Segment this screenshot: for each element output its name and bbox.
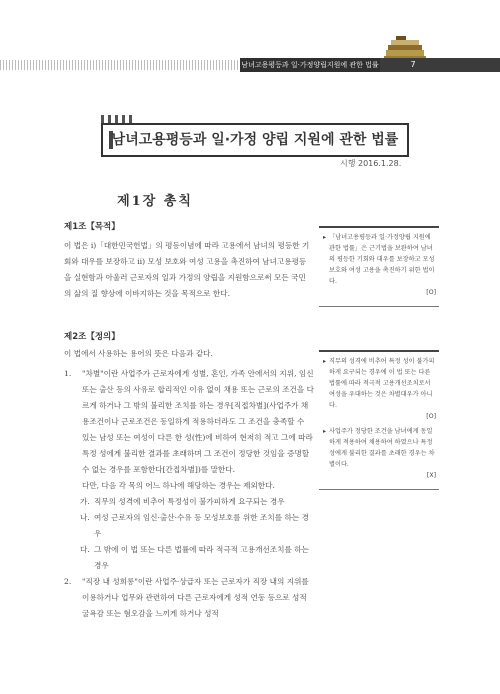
- subitem-key: 다.: [80, 545, 90, 554]
- title-box: [101, 123, 409, 157]
- subitem-key: 나.: [80, 513, 90, 522]
- item-note: 다만, 다음 각 목의 어느 하나에 해당하는 경우는 제외한다.: [82, 481, 275, 490]
- enforcement-date: 시행 2016.1.28.: [340, 159, 402, 168]
- answer-tag: [X]: [426, 472, 436, 479]
- running-title: 남녀고용평등과 일·가정양립지원에 관한 법률: [240, 58, 380, 72]
- sidebar-text: 사업주가 정당한 조건을 남녀에게 동일하게 적용하여 채용하여 하였으나 특정 성에게 불리한 결과를 초래한 경우는 차별이다.: [329, 428, 435, 468]
- header-stripes: [0, 60, 240, 70]
- sidebar-text: 「남녀고용평등과 일·가정양립 지원에 관한 법률」은 근기법을 보완하여 남녀의 평등한 기회와 대우를 보장하고 모성보호와 여성 고용을 촉진하기 위한 법이다.: [329, 234, 435, 285]
- running-header: [0, 58, 500, 72]
- title-dots: [101, 110, 141, 120]
- answer-tag: [O]: [426, 413, 436, 420]
- definitions-list: [64, 366, 314, 622]
- article1-text: 이 법은 ⅰ)「대한민국헌법」의 평등이념에 따라 고용에서 남녀의 평등한 기회와 대우를 보장하고 ⅱ) 모성 보호와 여성 고용을 촉진하여 남녀고용평등을 실현함과 아울러 근로자의 일과 가정의 양립을 지원함으로써 모든 국민의 삶의 질 향상에 이바지하는 것을 목적으로 한다.: [64, 241, 310, 298]
- definition-item-1: [64, 366, 314, 478]
- chapter-heading: 제1장 총칙: [117, 194, 193, 209]
- article2-heading: 제2조【정의】: [64, 332, 120, 342]
- subitem-da: [64, 542, 314, 574]
- answer-tag: [O]: [426, 289, 436, 296]
- sidebar-paragraph: [323, 426, 436, 481]
- arrow-icon: ▸: [323, 358, 327, 365]
- sidebar-text: 직무의 성격에 비추어 특정 성이 불가피하게 요구되는 경우에 이 법 또는 다른 법률에 따라 적극적 고용개선조치로서 여성을 우대하는 것은 차별대우가 아니다.: [329, 358, 435, 409]
- sidebar-note-1: [319, 226, 439, 307]
- definition-item-2: [64, 574, 314, 622]
- subitem-key: 가.: [80, 497, 90, 506]
- law-title: 남녀고용평등과 일·가정 양립 지원에 관한 법률: [111, 132, 399, 148]
- article1-heading: 제1조【목적】: [64, 222, 120, 232]
- subitem-na: [64, 510, 314, 542]
- sidebar-paragraph: [323, 356, 436, 422]
- arrow-icon: ▸: [323, 428, 327, 435]
- sidebar-note-2: [319, 350, 439, 490]
- page-number: 7: [410, 60, 416, 69]
- subitem-text: 직무의 성격에 비추어 특정성이 불가피하게 요구되는 경우: [94, 497, 285, 506]
- header-right-bar: [380, 58, 500, 72]
- item-text: "직장 내 성희롱"이란 사업주·상급자 또는 근로자가 직장 내의 지위를 이용하거나 업무와 관련하여 다른 근로자에게 성적 언동 등으로 성적 굴욕감 또는 혐오감을 느끼게 하거나 성적: [82, 577, 309, 618]
- subitem-text: 여성 근로자의 임신·출산·수유 등 모성보호를 위한 조치를 하는 경우: [94, 513, 309, 538]
- article2-intro: 이 법에서 사용하는 용어의 뜻은 다음과 같다.: [64, 349, 213, 358]
- item-number: 1.: [64, 369, 72, 378]
- subitem-text: 그 밖에 이 법 또는 다른 법률에 따라 적극적 고용개선조치를 하는 경우: [94, 545, 309, 570]
- subitem-ga: [64, 494, 314, 510]
- item-number: 2.: [64, 577, 72, 586]
- item-text: "차별"이란 사업주가 근로자에게 성별, 혼인, 가족 안에서의 지위, 임신 또는 출산 등의 사유로 합리적인 이유 없이 채용 또는 근로의 조건을 다르게 하거나 그 밖의 불리한 조치를 하는 경우[직접차별](사업주가 채용조건이나 근로조건은 동일하게 적용하더라도 그 조건을 충족할 수 있는 남성 또는 여성이 다른 한 성(性)에 비하여 현저히 적고 그에 따라 특정 성에게 불리한 결과를 초래하며 그 조건이 정당한 것임을 증명할 수 없는 경우를 포함한다[간접차별])를 말한다.: [82, 369, 314, 474]
- arrow-icon: ▸: [323, 234, 327, 241]
- sidebar-paragraph: [323, 232, 436, 298]
